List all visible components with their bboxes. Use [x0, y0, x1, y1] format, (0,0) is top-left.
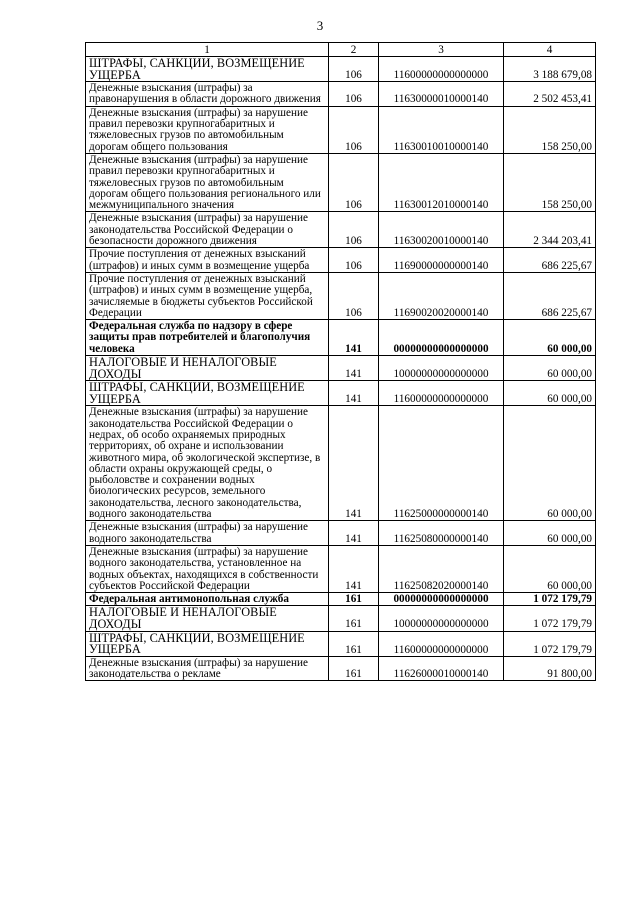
row-name-cell: НАЛОГОВЫЕ И НЕНАЛОГОВЫЕ ДОХОДЫ [86, 356, 329, 381]
row-admin-code-cell: 161 [329, 631, 379, 656]
row-admin-code-cell: 106 [329, 248, 379, 273]
row-budget-code-cell: 10000000000000000 [379, 606, 504, 631]
row-amount-cell: 1 072 179,79 [504, 593, 596, 606]
row-admin-code-cell: 141 [329, 406, 379, 521]
row-amount-cell: 60 000,00 [504, 406, 596, 521]
row-amount-cell: 91 800,00 [504, 656, 596, 681]
row-amount-cell: 3 188 679,08 [504, 57, 596, 82]
revenue-table [85, 42, 596, 681]
row-name-cell: Денежные взыскания (штрафы) за правонарушения в области дорожного движения [86, 82, 329, 107]
row-budget-code-cell: 10000000000000000 [379, 356, 504, 381]
row-budget-code-cell: 11630000010000140 [379, 82, 504, 107]
row-budget-code-cell: 11630012010000140 [379, 153, 504, 211]
row-budget-code-cell: 11625080000000140 [379, 521, 504, 546]
row-budget-code-cell: 11626000010000140 [379, 656, 504, 681]
row-budget-code-cell: 11600000000000000 [379, 57, 504, 82]
row-budget-code-cell: 11625082020000140 [379, 545, 504, 592]
row-name-cell: ШТРАФЫ, САНКЦИИ, ВОЗМЕЩЕНИЕ УЩЕРБА [86, 631, 329, 656]
row-name-cell: Прочие поступления от денежных взысканий (штрафов) и иных сумм в возмещение ущерба, зачисляемые в бюджеты субъектов Российской Федерации [86, 272, 329, 319]
row-budget-code-cell: 00000000000000000 [379, 593, 504, 606]
row-amount-cell: 60 000,00 [504, 545, 596, 592]
row-amount-cell: 60 000,00 [504, 320, 596, 356]
table-row [86, 272, 596, 319]
table-row [86, 106, 596, 153]
table-row [86, 320, 596, 356]
table-row [86, 248, 596, 273]
row-amount-cell: 2 344 203,41 [504, 212, 596, 248]
row-budget-code-cell: 11600000000000000 [379, 631, 504, 656]
row-admin-code-cell: 141 [329, 521, 379, 546]
row-budget-code-cell: 11630010010000140 [379, 106, 504, 153]
row-amount-cell: 2 502 453,41 [504, 82, 596, 107]
row-name-cell: ШТРАФЫ, САНКЦИИ, ВОЗМЕЩЕНИЕ УЩЕРБА [86, 57, 329, 82]
table-row [86, 521, 596, 546]
table-row [86, 212, 596, 248]
row-amount-cell: 60 000,00 [504, 521, 596, 546]
header-col-4: 4 [504, 43, 596, 57]
row-amount-cell: 158 250,00 [504, 106, 596, 153]
row-budget-code-cell: 11600000000000000 [379, 381, 504, 406]
header-col-2: 2 [329, 43, 379, 57]
table-row [86, 631, 596, 656]
row-name-cell: Денежные взыскания (штрафы) за нарушение законодательства о рекламе [86, 656, 329, 681]
row-amount-cell: 686 225,67 [504, 272, 596, 319]
row-amount-cell: 60 000,00 [504, 381, 596, 406]
table-row [86, 406, 596, 521]
row-amount-cell: 60 000,00 [504, 356, 596, 381]
row-admin-code-cell: 141 [329, 381, 379, 406]
row-admin-code-cell: 161 [329, 606, 379, 631]
table-row [86, 606, 596, 631]
row-budget-code-cell: 11630020010000140 [379, 212, 504, 248]
table-row [86, 656, 596, 681]
row-name-cell: Денежные взыскания (штрафы) за нарушение правил перевозки крупногабаритных и тяжеловесных грузов по автомобильным дорогам общего пользования [86, 106, 329, 153]
row-name-cell: НАЛОГОВЫЕ И НЕНАЛОГОВЫЕ ДОХОДЫ [86, 606, 329, 631]
row-name-cell: Прочие поступления от денежных взысканий (штрафов) и иных сумм в возмещение ущерба [86, 248, 329, 273]
row-name-cell: ШТРАФЫ, САНКЦИИ, ВОЗМЕЩЕНИЕ УЩЕРБА [86, 381, 329, 406]
table-row [86, 57, 596, 82]
row-amount-cell: 1 072 179,79 [504, 606, 596, 631]
row-budget-code-cell: 11690000000000140 [379, 248, 504, 273]
row-budget-code-cell: 11625000000000140 [379, 406, 504, 521]
header-col-1: 1 [86, 43, 329, 57]
row-name-cell: Денежные взыскания (штрафы) за нарушение водного законодательства [86, 521, 329, 546]
row-name-cell: Федеральная антимонопольная служба [86, 593, 329, 606]
row-admin-code-cell: 161 [329, 656, 379, 681]
row-name-cell: Денежные взыскания (штрафы) за нарушение законодательства Российской Федерации о безопасности дорожного движения [86, 212, 329, 248]
row-admin-code-cell: 161 [329, 593, 379, 606]
table-row [86, 153, 596, 211]
table-row [86, 593, 596, 606]
row-admin-code-cell: 106 [329, 272, 379, 319]
row-admin-code-cell: 106 [329, 106, 379, 153]
table-row [86, 545, 596, 592]
table-row [86, 356, 596, 381]
row-admin-code-cell: 141 [329, 356, 379, 381]
table-row [86, 82, 596, 107]
row-admin-code-cell: 141 [329, 545, 379, 592]
table-row [86, 381, 596, 406]
row-amount-cell: 1 072 179,79 [504, 631, 596, 656]
row-admin-code-cell: 106 [329, 57, 379, 82]
header-col-3: 3 [379, 43, 504, 57]
row-admin-code-cell: 141 [329, 320, 379, 356]
row-name-cell: Денежные взыскания (штрафы) за нарушение правил перевозки крупногабаритных и тяжеловесных грузов по автомобильным дорогам общего пользования регионального или межмуниципального значения [86, 153, 329, 211]
row-name-cell: Денежные взыскания (штрафы) за нарушение законодательства Российской Федерации о недрах, об особо охраняемых природных территориях, об охране и использовании животного мира, об экологической экспертизе, в области охраны окружающей среды, о рыболовстве и сохранении водных биологических ресурсов, земельного законодательства, лесного законодательства, водного законодательства [86, 406, 329, 521]
row-admin-code-cell: 106 [329, 82, 379, 107]
row-budget-code-cell: 11690020020000140 [379, 272, 504, 319]
row-name-cell: Денежные взыскания (штрафы) за нарушение водного законодательства, установленное на водных объектах, находящихся в собственности субъектов Российской Федерации [86, 545, 329, 592]
row-admin-code-cell: 106 [329, 153, 379, 211]
row-amount-cell: 686 225,67 [504, 248, 596, 273]
row-budget-code-cell: 00000000000000000 [379, 320, 504, 356]
row-amount-cell: 158 250,00 [504, 153, 596, 211]
row-name-cell: Федеральная служба по надзору в сфере защиты прав потребителей и благополучия человека [86, 320, 329, 356]
header-row [86, 43, 596, 57]
page-number: 3 [316, 18, 324, 33]
row-admin-code-cell: 106 [329, 212, 379, 248]
